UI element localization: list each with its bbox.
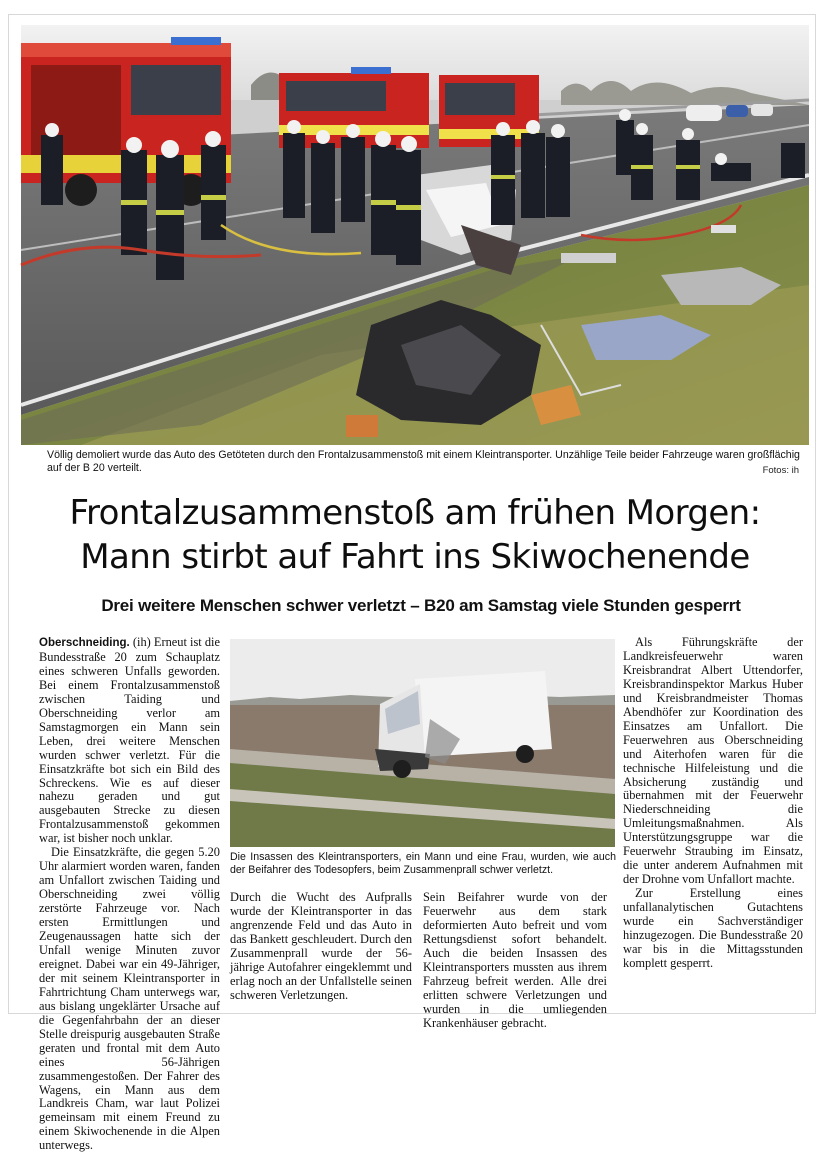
article-column-1 bbox=[39, 635, 220, 1153]
headline-line-1: Frontalzusammenstoß am frühen Morgen: bbox=[69, 493, 761, 533]
article-column-4 bbox=[623, 636, 803, 1022]
wrecked-van-photo bbox=[230, 639, 615, 847]
middle-photo-caption: Die Insassen des Kleintransporters, ein Mann und eine Frau, wurden, wie auch der Beifahrer des Todesopfers, beim Zusammenprall schwer verletzt. bbox=[230, 851, 616, 876]
article-paragraph-2: Die Einsatzkräfte, die gegen 5.20 Uhr alarmiert worden waren, fanden am Unfallort zwischen Taiding und Oberschneiding zwei völlig zerstörte Fahrzeuge vor. Nach ersten Ermittlungen und Zeugenaussagen hatte sich der Unfall wenige Minuten zuvor ereignet. Dabei war ein 49-Jähriger, der mit seinem Kleintransporter in Fahrtrichtung Cham unterwegs war, aus bislang ungeklärter Ursache auf die Gegenfahrbahn der an dieser Stelle dreispurig ausgebauten Straße geraten und frontal mit dem Auto eines 56-Jährigen zusammengestoßen. Der Fahrer des Wagens, ein Mann aus dem Landkreis Cham, war laut Polizei gemeinsam mit einem Freund zu einem Skiwochenende in die Alpen unterwegs. bbox=[39, 845, 220, 1153]
article-paragraph-6: Zur Erstellung eines unfallanalytischen Gutachtens wurde ein Sachverständiger hinzugezogen. Die Bundesstraße 20 war bis in die Mittagsstunden komplett gesperrt. bbox=[623, 886, 803, 970]
headline-line-2: Mann stirbt auf Fahrt ins Skiwochenende bbox=[80, 537, 750, 577]
paragraph-1-text: (ih) Erneut ist die Bundesstraße 20 zum Schauplatz eines schweren Unfalls geworden. Bei einem Frontalzusammenstoß zwischen Taiding und Oberschneiding verlor am Samstagmorgen ein Mann sein Leben, drei weitere Menschen wurden schwer verletzt. Für die Einsatzkräfte bot sich ein Bild des Schreckens. Wie es auf dieser nahezu geraden und gut ausgebauten Strecke zu diesen Frontalzusammenstoß gekommen war, ist bisher noch unklar. bbox=[39, 635, 220, 846]
article-paragraph-1 bbox=[39, 636, 220, 846]
article-paragraph-3: Durch die Wucht des Aufpralls wurde der Kleintransporter in das angrenzende Feld und das Auto in das Bankett geschleudert. Durch den Zusammenprall wurde der 56-jährige Autofahrer eingeklemmt und erlag noch an der Unfallstelle seinen schweren Verletzungen. bbox=[230, 890, 413, 1002]
subheadline: Drei weitere Menschen schwer verletzt – B20 am Samstag viele Stunden gesperrt bbox=[101, 596, 741, 615]
article-column-2 bbox=[230, 891, 412, 1021]
article-paragraph-4: Sein Beifahrer wurde von der Feuerwehr aus dem stark deformierten Auto befreit und vom Rettungsdienst sofort behandelt. Auch die beiden Insassen des Kleintransporters mussten aus ihrem Fahrzeug befreit werden. Alle drei erlitten schwere Verletzungen und wurden in die umliegenden Krankenhäuser gebracht. bbox=[423, 890, 607, 1030]
accident-scene-photo bbox=[21, 25, 809, 445]
photo-credit: Fotos: ih bbox=[762, 465, 799, 476]
article-paragraph-5: Als Führungskräfte der Landkreisfeuerwehr waren Kreisbrandrat Albert Uttendorfer, Kreisbrandinspektor Markus Huber und Kreisbrandmeister Thomas Abendhöfer zur Koordination des Einsatzes am Unfallort. Die Feuerwehren aus Oberschneiding und Aiterhofen waren für die technische Hilfeleistung und die Absicherung zuständig und übernahmen mit der Feuerwehr Niederschneiding die Umleitungsmaßnahmen. Als Unterstützungsgruppe war die Feuerwehr Straubing im Einsatz, die unter anderem Aufnahmen mit der Drohne vom Unfallort machte. bbox=[623, 635, 803, 887]
article-column-3 bbox=[423, 890, 607, 1030]
top-photo-caption: Völlig demoliert wurde das Auto des Getöteten durch den Frontalzusammenstoß mit einem Kleintransporter. Unzählige Teile beider Fahrzeuge waren großflächig auf der B 20 verteilt. bbox=[47, 449, 800, 474]
dateline: Oberschneiding. bbox=[39, 637, 130, 649]
newspaper-page bbox=[8, 14, 816, 1153]
